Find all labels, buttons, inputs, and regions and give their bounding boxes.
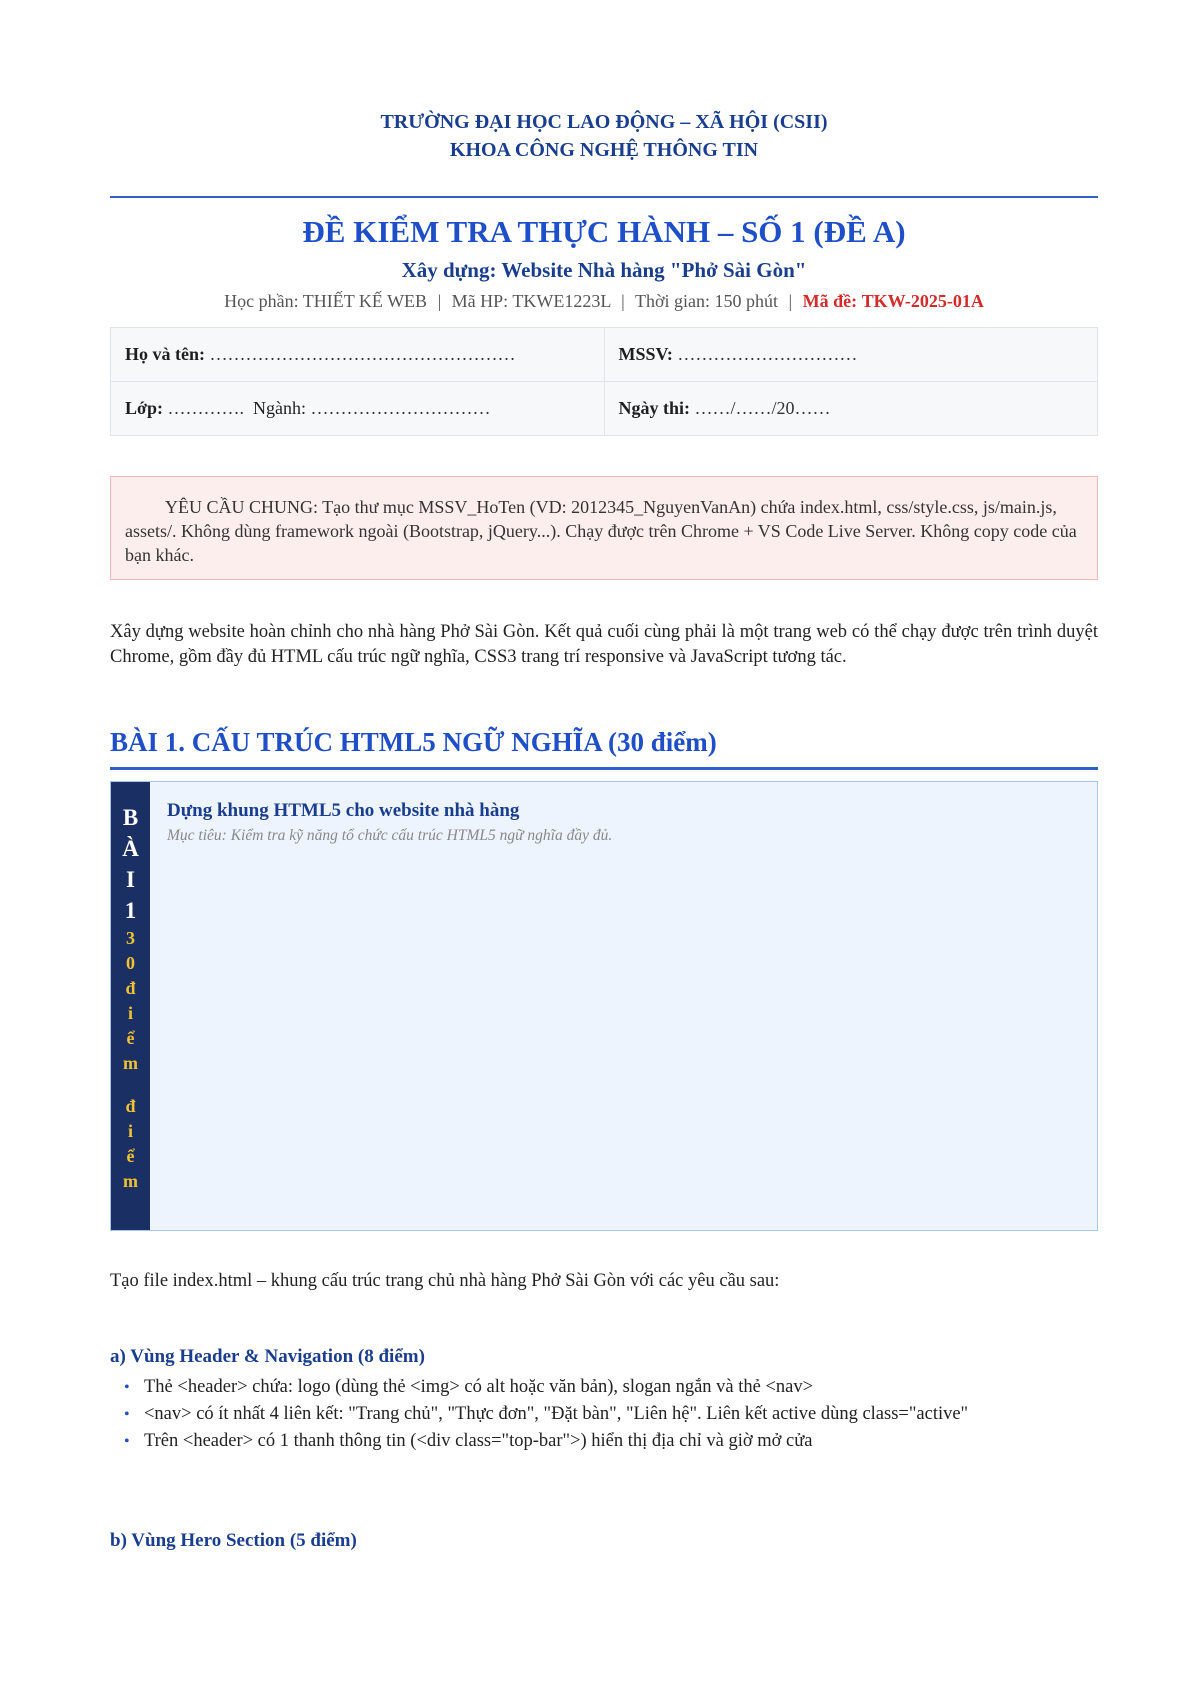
major-blank: ………………………… (310, 398, 491, 418)
university-name: TRƯỜNG ĐẠI HỌC LAO ĐỘNG – XÃ HỘI (CSII) (380, 111, 828, 133)
general-requirements-notice: YÊU CẦU CHUNG: Tạo thư mục MSSV_HoTen (VD: 2012345_NguyenVanAn) chứa index.html, css/style.css, js/main.js, assets/. Không dùng framework ngoài (Bootstrap, jQuery...). Chạy được trên Chrome + VS Code Live Server. Không copy code của bạn khác. (110, 476, 1098, 580)
meta-separator: | (437, 291, 442, 311)
side-points-char: đ (125, 978, 136, 998)
exam-meta (110, 288, 1098, 314)
list-item (110, 1375, 1098, 1400)
task-lead: Tạo file index.html – khung cấu trúc trang chủ nhà hàng Phở Sài Gòn với các yêu cầu sau: (110, 1271, 780, 1291)
list-item-text: <nav> có ít nhất 4 liên kết: "Trang chủ", "Thực đơn", "Đặt bàn", "Liên hệ". Liên kết active dùng class="active" (144, 1404, 969, 1424)
bullet-icon: • (124, 1406, 130, 1423)
task-card (110, 781, 1098, 1231)
course-code: Mã HP: TKWE1223L (451, 291, 611, 311)
side-points-char: 0 (126, 953, 135, 973)
exam-title: ĐỀ KIỂM TRA THỰC HÀNH – SỐ 1 (ĐỀ A) (302, 214, 906, 249)
student-id-cell (604, 328, 1098, 382)
section-divider (110, 767, 1098, 770)
exam-code-label: Mã đề: (802, 291, 858, 311)
task-side-label (111, 782, 150, 1230)
part-a-list (110, 1375, 1098, 1456)
major-label: Ngành: (252, 398, 306, 418)
student-info-table (110, 327, 1098, 436)
list-item (110, 1402, 1098, 1427)
task-goal: Mục tiêu: Kiểm tra kỹ năng tổ chức cấu trúc HTML5 ngữ nghĩa đầy đủ. (167, 827, 613, 844)
name-label: Họ và tên: (125, 344, 205, 364)
side-points-char: đ (125, 1096, 136, 1116)
intro-paragraph: Xây dựng website hoàn chỉnh cho nhà hàng Phở Sài Gòn. Kết quả cuối cùng phải là một trang web có thể chạy được trên trình duyệt Chrome, gồm đầy đủ HTML cấu trúc ngữ nghĩa, CSS3 trang trí responsive và JavaScript tương tác. (110, 622, 1098, 667)
side-letter: À (122, 836, 139, 861)
faculty-name: KHOA CÔNG NGHỆ THÔNG TIN (449, 139, 759, 161)
side-points-char: i (127, 1003, 133, 1023)
course-name: Học phần: THIẾT KẾ WEB (224, 291, 428, 311)
exam-duration: Thời gian: 150 phút (634, 291, 778, 311)
side-points-char: i (127, 1121, 133, 1141)
school-header (110, 108, 1098, 164)
list-item (110, 1429, 1098, 1454)
meta-separator: | (788, 291, 793, 311)
name-blank: …………………………………………… (209, 344, 516, 364)
exam-subtitle: Xây dựng: Website Nhà hàng "Phở Sài Gòn" (401, 258, 807, 282)
side-points-char: ể (126, 1146, 135, 1166)
side-points-char: ể (126, 1028, 135, 1048)
exam-code: TKW-2025-01A (861, 291, 984, 311)
meta-separator: | (621, 291, 625, 311)
list-item-text: Thẻ <header> chứa: logo (dùng thẻ <img> có alt hoặc văn bản), slogan ngắn và thẻ <nav> (144, 1377, 814, 1397)
side-points-char: 3 (126, 928, 135, 948)
exam-date-cell (604, 382, 1098, 436)
side-letter: B (122, 805, 139, 830)
bullet-icon: • (124, 1379, 130, 1396)
list-item-text: Trên <header> có 1 thanh thông tin (<div class="top-bar">) hiển thị địa chỉ và giờ mở cửa (144, 1431, 813, 1451)
student-id-label: MSSV: (618, 344, 673, 364)
class-blank: …………. (167, 398, 244, 418)
side-letter: I (126, 867, 135, 892)
exam-date-label: Ngày thi: (618, 398, 690, 418)
header-divider (110, 196, 1098, 198)
section-heading: BÀI 1. CẤU TRÚC HTML5 NGỮ NGHĨA (30 điểm) (110, 727, 717, 757)
side-points-char: m (123, 1171, 138, 1191)
side-letter: 1 (124, 898, 137, 923)
class-label: Lớp: (125, 398, 163, 418)
exam-date-blank: ……/……/20…… (694, 398, 831, 418)
part-b-heading: b) Vùng Hero Section (5 điểm) (110, 1530, 357, 1551)
part-a-heading: a) Vùng Header & Navigation (8 điểm) (110, 1346, 425, 1367)
student-id-blank: ………………………… (677, 344, 858, 364)
bullet-icon: • (124, 1433, 130, 1450)
task-title: Dựng khung HTML5 cho website nhà hàng (167, 800, 520, 821)
name-cell (111, 328, 605, 382)
class-cell (111, 382, 605, 436)
side-points-char: m (123, 1053, 138, 1073)
